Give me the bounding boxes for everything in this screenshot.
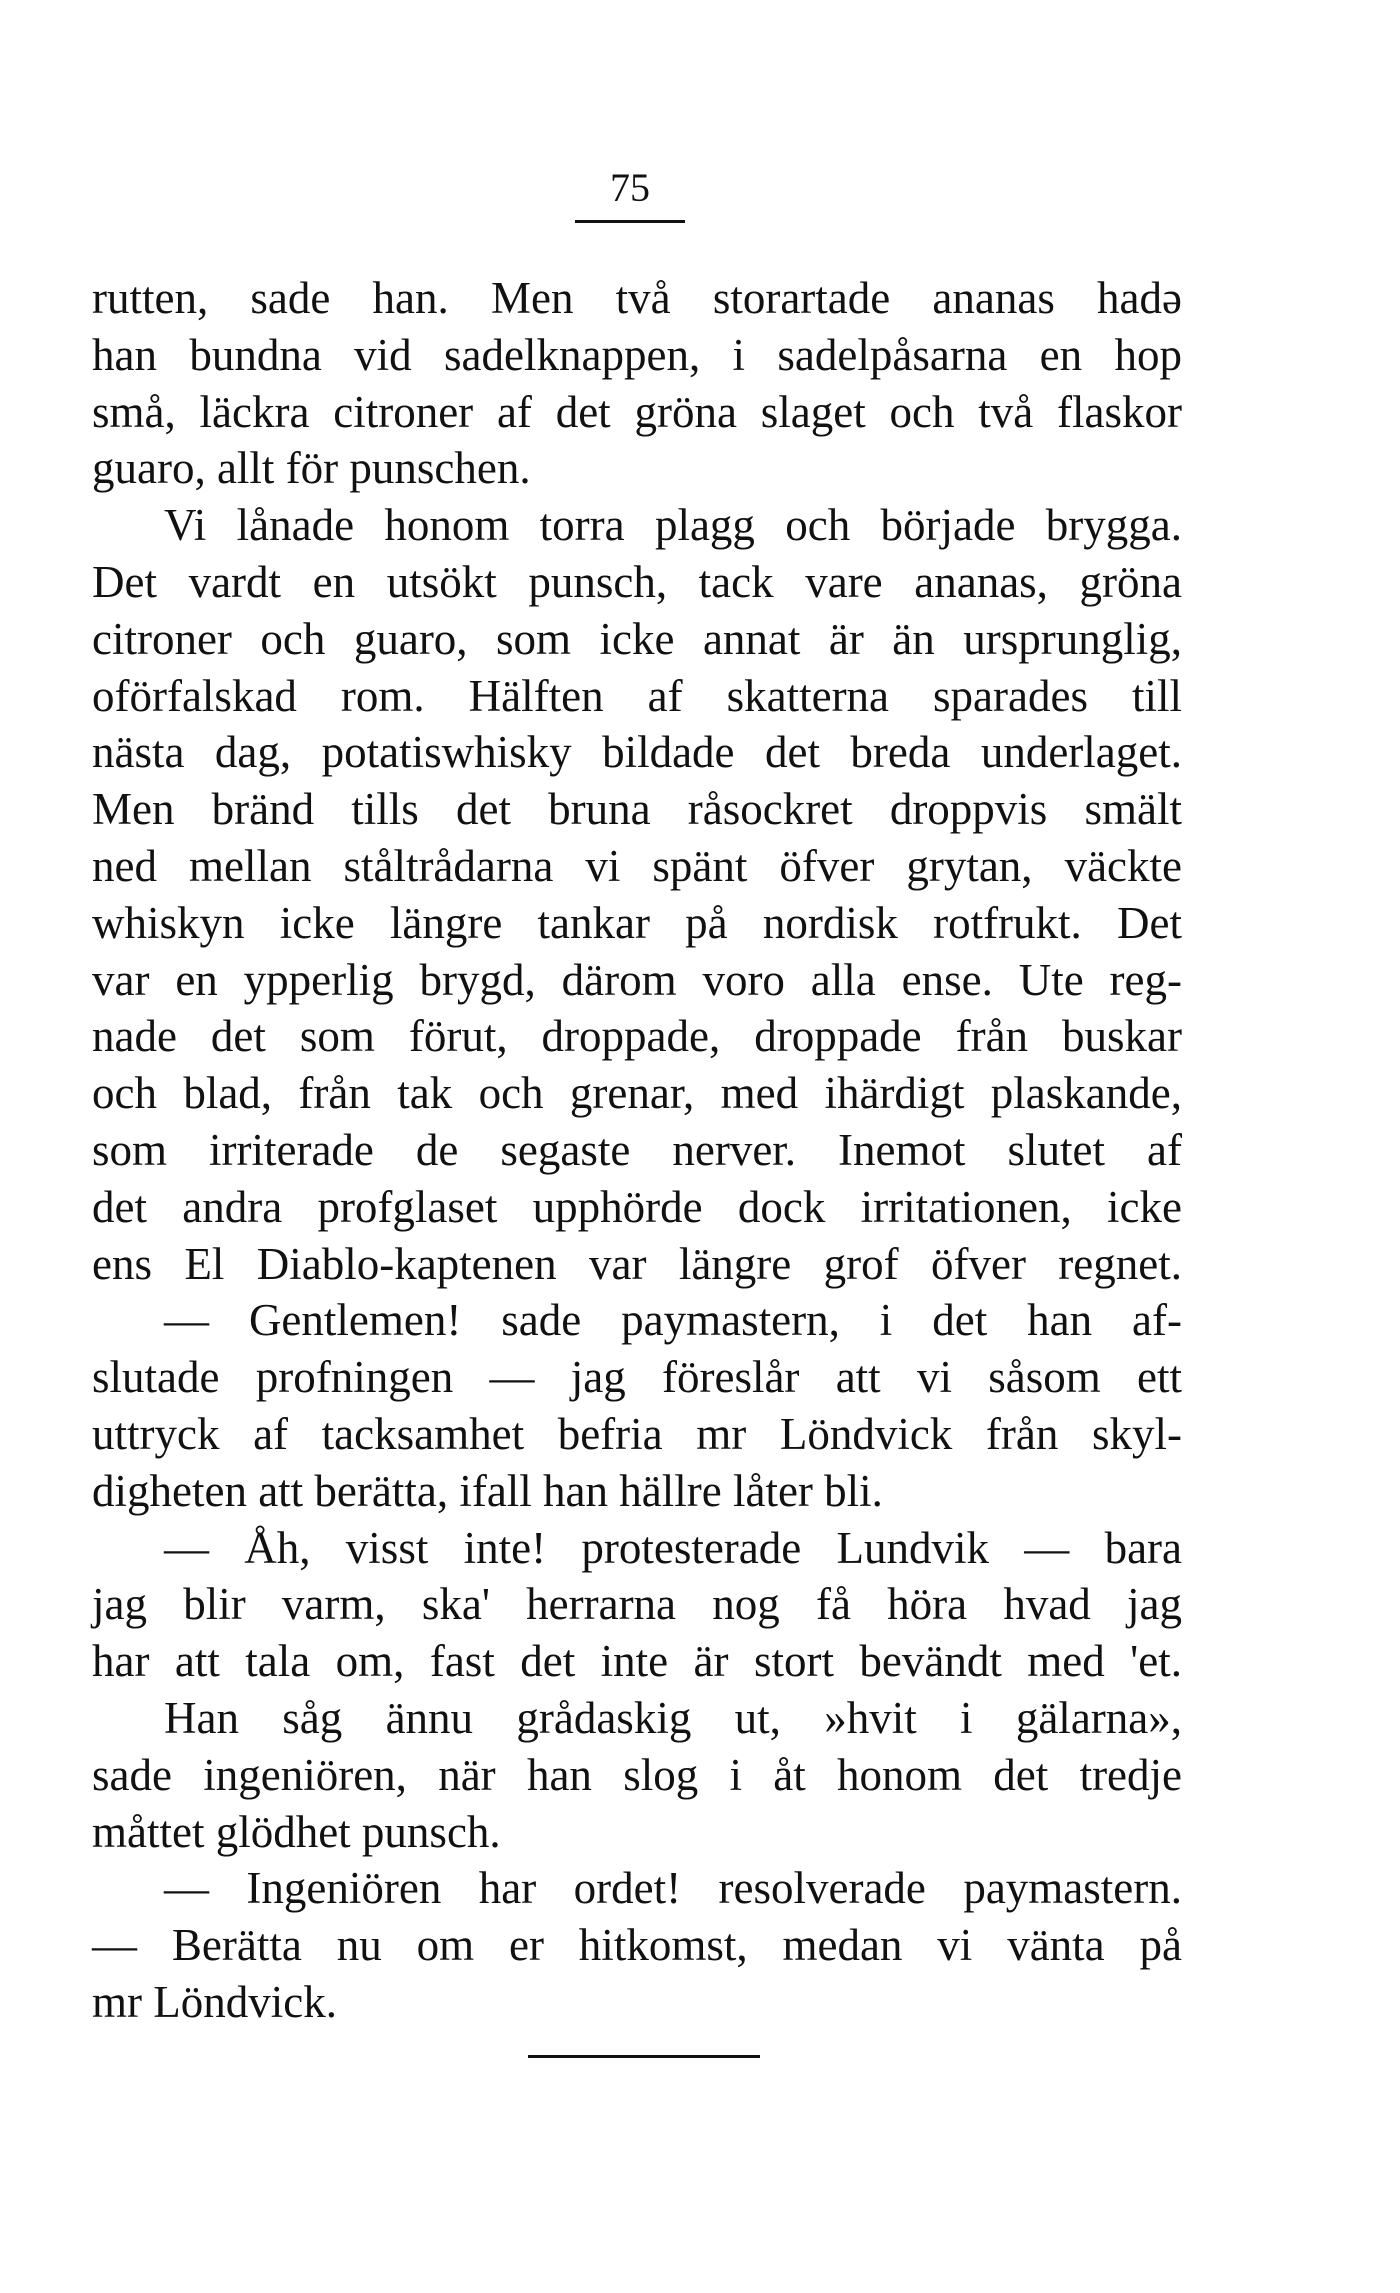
text-line: det andra profglaset upphörde dock irritationen, icke: [92, 1181, 1182, 1232]
text-line: mr Löndvick.: [92, 1976, 337, 2027]
text-line: whiskyn icke längre tankar på nordisk rotfrukt. Det: [92, 897, 1182, 948]
text-line: måttet glödhet punsch.: [92, 1806, 501, 1857]
body-text: [92, 270, 1182, 2031]
text-line: jag blir varm, ska' herrarna nog få höra hvad jag: [92, 1579, 1182, 1630]
text-line: har att tala om, fast det inte är stort bevändt med 'et.: [92, 1636, 1182, 1687]
text-line: var en ypperlig brygd, därom voro alla ense. Ute reg-: [92, 954, 1182, 1005]
text-line: ens El Diablo-kaptenen var längre grof öfver regnet.: [92, 1238, 1182, 1289]
text-line: slutade profningen — jag föreslår att vi såsom ett: [92, 1352, 1182, 1403]
page-number: 75: [610, 165, 650, 210]
text-line: och blad, från tak och grenar, med ihärdigt plaskande,: [92, 1068, 1182, 1119]
text-line: som irriterade de segaste nerver. Inemot slutet af: [92, 1124, 1182, 1175]
text-line: rutten, sade han. Men två storartade ananas hadə: [92, 273, 1182, 323]
text-line: Men bränd tills det bruna råsockret droppvis smält: [92, 784, 1182, 835]
text-line: Han såg ännu grådaskig ut, »hvit i gälarna»,: [164, 1692, 1182, 1743]
end-rule: [528, 2055, 760, 2058]
text-line: Vi lånade honom torra plagg och började brygga.: [164, 500, 1182, 551]
text-line: guaro, allt för punschen.: [92, 443, 531, 494]
text-line: sade ingeniören, när han slog i åt honom det tredje: [92, 1749, 1182, 1800]
text-line: citroner och guaro, som icke annat är än ursprunglig,: [92, 613, 1182, 664]
text-line: nästa dag, potatiswhisky bildade det breda underlaget.: [92, 727, 1182, 778]
text-line: nade det som förut, droppade, droppade från buskar: [92, 1011, 1182, 1062]
page-number-rule: [575, 220, 685, 223]
text-line: — Gentlemen! sade paymastern, i det han af-: [164, 1295, 1182, 1346]
text-line: — Ingeniören har ordet! resolverade paymastern.: [164, 1863, 1182, 1914]
text-line: små, läckra citroner af det gröna slaget och två flaskor: [92, 386, 1182, 437]
text-line: ned mellan ståltrådarna vi spänt öfver grytan, väckte: [92, 840, 1182, 891]
text-line: — Berätta nu om er hitkomst, medan vi vänta på: [92, 1920, 1182, 1971]
text-line: Det vardt en utsökt punsch, tack vare ananas, gröna: [92, 556, 1182, 607]
text-line: uttryck af tacksamhet befria mr Löndvick från skyl-: [92, 1408, 1182, 1459]
text-line: digheten att berätta, ifall han hällre låter bli.: [92, 1465, 883, 1516]
text-line: oförfalskad rom. Hälften af skatterna sparades till: [92, 670, 1182, 721]
text-line: — Åh, visst inte! protesterade Lundvik — bara: [164, 1522, 1182, 1573]
text-line: han bundna vid sadelknappen, i sadelpåsarna en hop: [92, 329, 1182, 380]
